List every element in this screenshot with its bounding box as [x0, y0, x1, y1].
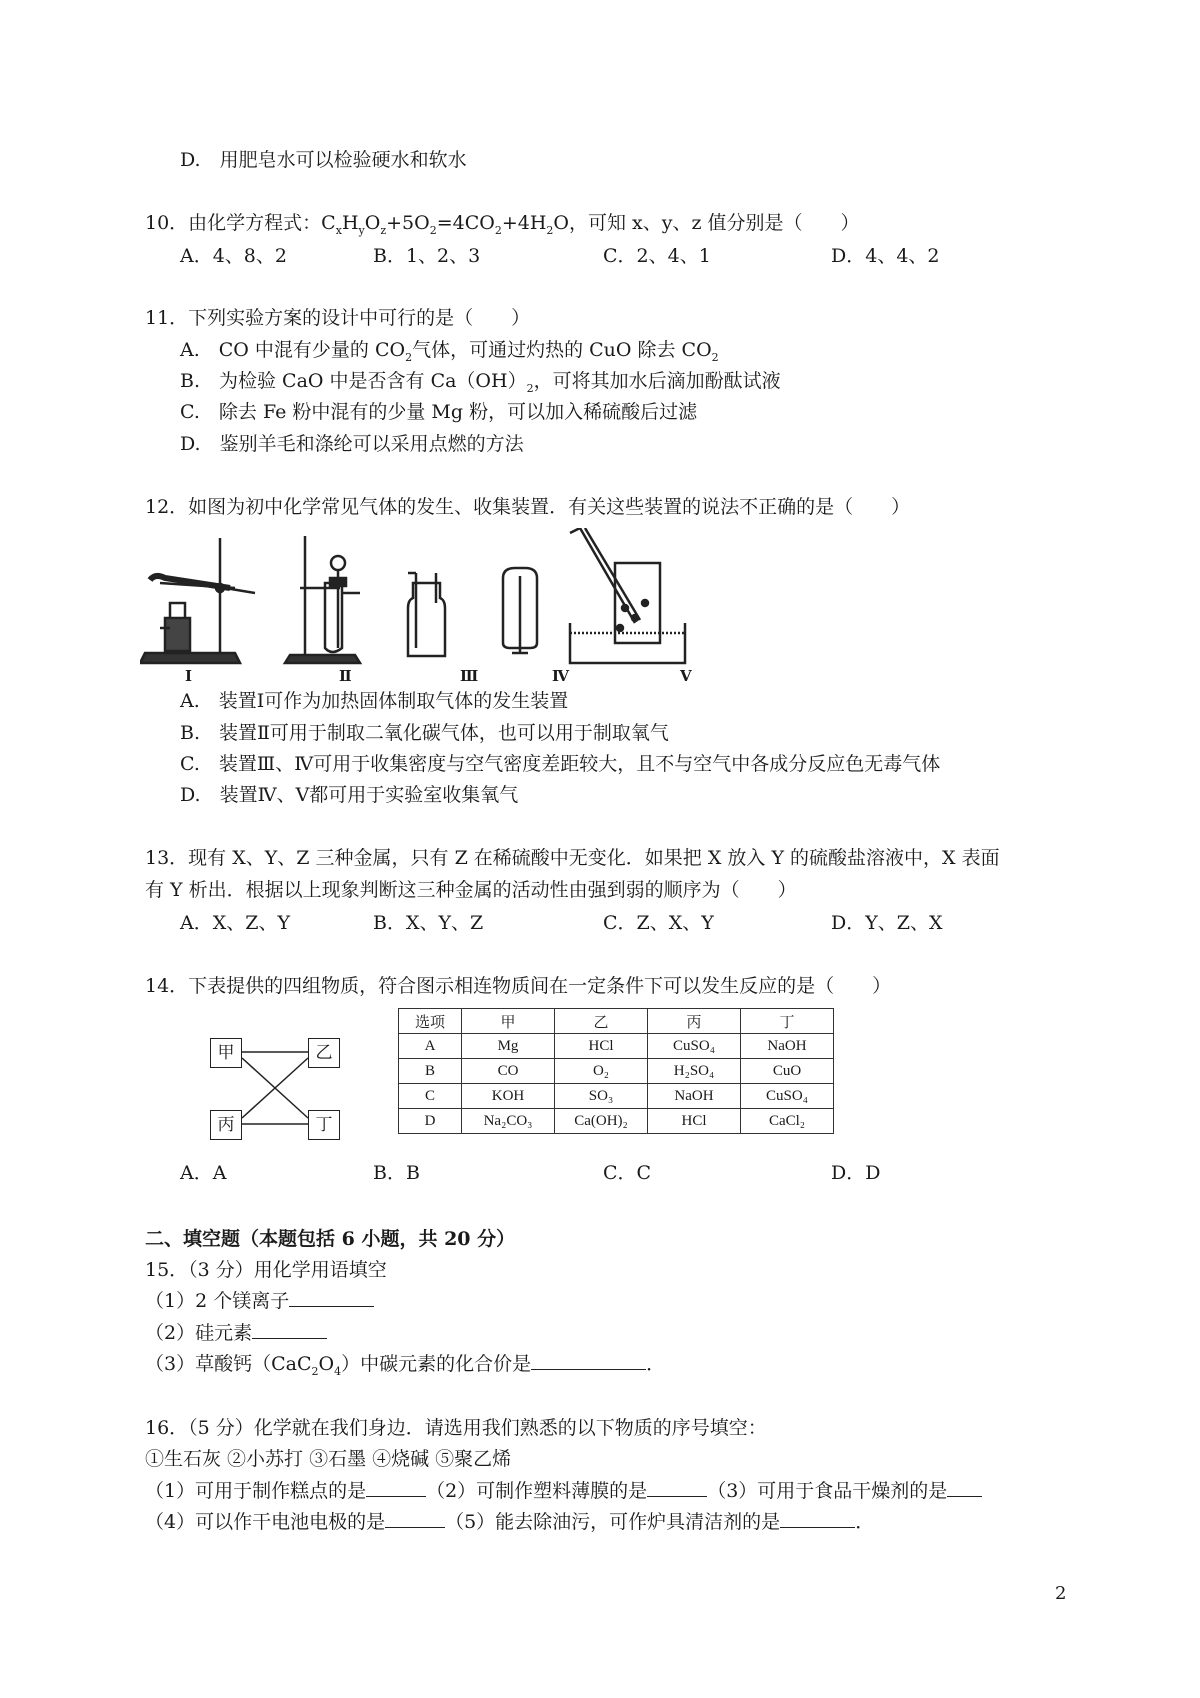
q13-option-a: A．X、Z、Y — [180, 912, 290, 934]
q12-label-i: Ⅰ — [185, 667, 193, 685]
table-cell: HCl — [648, 1109, 741, 1134]
q12-apparatus-figure — [140, 528, 720, 673]
answer-blank[interactable] — [780, 1509, 855, 1528]
table-cell: H₂SO₄ — [648, 1059, 741, 1084]
q12-option-a: A. 装置Ⅰ可作为加热固体制取气体的发生装置 — [180, 690, 569, 712]
table-cell: NaOH — [648, 1084, 741, 1109]
q13-stem-line1: 13．现有 X、Y、Z 三种金属，只有 Z 在稀硫酸中无变化．如果把 X 放入 Y 的硫酸盐溶液中，X 表面 — [145, 847, 1000, 869]
table-cell: HCl — [555, 1034, 648, 1059]
q14-option-a: A．A — [180, 1162, 227, 1184]
q11-option-d: D. 鉴别羊毛和涤纶可以采用点燃的方法 — [180, 433, 524, 455]
table-cell: C — [399, 1084, 462, 1109]
q14-option-c: C．C — [603, 1162, 652, 1184]
table-cell: O₂ — [555, 1059, 648, 1084]
q15-part3: （3）草酸钙$(CaC_2O_4)$中碳元素的化合价是 ． — [145, 1353, 666, 1378]
q14-node-yi: 乙 — [308, 1038, 340, 1068]
q16-materials: ①生石灰 ②小苏打 ③石墨 ④烧碱 ⑤聚乙烯 — [145, 1448, 512, 1470]
apparatus-ii-figure — [285, 536, 360, 663]
page-number: 2 — [1055, 1583, 1067, 1604]
q11-option-b: B. 为检验 CaO 中是否含有 $Ca(OH)_2$，可将其加水后滴加酚酞试液 — [180, 370, 781, 395]
q11-option-c: C. 除去 Fe 粉中混有的少量 Mg 粉，可以加入稀硫酸后过滤 — [180, 401, 698, 423]
section-title: 二、填空题（本题包括 6 小题，共 20 分） — [145, 1228, 516, 1250]
apparatus-iv-figure — [503, 568, 537, 653]
q12-stem: 12．如图为初中化学常见气体的发生、收集装置．有关这些装置的说法不正确的是（ ） — [145, 496, 911, 518]
q9-option-d: D. 用肥皂水可以检验硬水和软水 — [180, 149, 467, 171]
answer-blank[interactable] — [531, 1351, 646, 1370]
apparatus-v-figure — [570, 528, 685, 663]
answer-blank[interactable] — [366, 1478, 426, 1497]
q13-option-b: B．X、Y、Z — [373, 912, 484, 934]
table-cell: Na₂CO₃ — [462, 1109, 555, 1134]
table-cell: CuSO₄ — [741, 1084, 834, 1109]
q10-stem: 10．由化学方程式：$C_xH_yO_z+5O_2=4CO_2+4H_2O$，可知 x、y、z 值分别是（ ） — [145, 212, 860, 237]
q14-option-b: B．B — [373, 1162, 420, 1184]
table-cell: D — [399, 1109, 462, 1134]
q11-stem: 11．下列实验方案的设计中可行的是（ ） — [145, 307, 531, 329]
table-header-cell: 乙 — [555, 1009, 648, 1034]
table-header-cell: 丙 — [648, 1009, 741, 1034]
q10-option-b: B．1、2、3 — [373, 245, 481, 267]
answer-blank[interactable] — [289, 1288, 374, 1307]
q10-option-d: D．4、4、2 — [831, 245, 940, 267]
answer-blank[interactable] — [385, 1509, 445, 1528]
table-cell: Mg — [462, 1034, 555, 1059]
q14-node-bing: 丙 — [210, 1110, 242, 1140]
q12-label-v: Ⅴ — [680, 667, 692, 685]
answer-blank[interactable] — [947, 1478, 982, 1497]
q14-diagram — [210, 1038, 340, 1138]
q10-option-c: C．2、4、1 — [603, 245, 711, 267]
table-header-cell: 丁 — [741, 1009, 834, 1034]
q10-option-a: A．4、8、2 — [180, 245, 287, 267]
answer-blank[interactable] — [252, 1320, 327, 1339]
table-cell: NaOH — [741, 1034, 834, 1059]
answer-blank[interactable] — [647, 1478, 707, 1497]
q16-line1: （1）可用于制作糕点的是 （2）可制作塑料薄膜的是 （3）可用于食品干燥剂的是 — [145, 1478, 982, 1504]
q14-node-ding: 丁 — [308, 1110, 340, 1140]
q13-stem-line2: 有 Y 析出．根据以上现象判断这三种金属的活动性由强到弱的顺序为（ ） — [145, 879, 797, 901]
q12-label-ii: Ⅱ — [339, 667, 352, 685]
q12-option-b: B. 装置Ⅱ可用于制取二氧化碳气体，也可以用于制取氧气 — [180, 722, 669, 744]
q16-line2: （4）可以作干电池电极的是 （5）能去除油污，可作炉具清洁剂的是 ． — [145, 1511, 875, 1533]
table-header-cell: 选项 — [399, 1009, 462, 1034]
table-cell: SO₃ — [555, 1084, 648, 1109]
table-header-row — [399, 1009, 834, 1034]
q12-label-iv: Ⅳ — [552, 667, 570, 685]
table-cell: Ca(OH)₂ — [555, 1109, 648, 1134]
q14-table — [398, 1008, 834, 1134]
table-row — [399, 1084, 834, 1109]
q16-stem: 16．（5 分）化学就在我们身边．请选用我们熟悉的以下物质的序号填空： — [145, 1417, 767, 1439]
table-row — [399, 1109, 834, 1134]
table-cell: CO — [462, 1059, 555, 1084]
q14-stem: 14．下表提供的四组物质，符合图示相连物质间在一定条件下可以发生反应的是（ ） — [145, 975, 892, 997]
table-row — [399, 1034, 834, 1059]
table-row — [399, 1059, 834, 1084]
apparatus-i-figure — [140, 538, 255, 663]
apparatus-iii-figure — [408, 573, 445, 656]
table-cell: A — [399, 1034, 462, 1059]
q11-option-a: A. CO 中混有少量的 $CO_2$气体，可通过灼热的 CuO 除去 $CO_2$ — [180, 339, 719, 364]
q13-option-d: D．Y、Z、X — [831, 912, 943, 934]
q12-label-iii: Ⅲ — [460, 667, 479, 685]
q13-option-c: C．Z、X、Y — [603, 912, 714, 934]
q12-option-c: C. 装置Ⅲ、Ⅳ可用于收集密度与空气密度差距较大，且不与空气中各成分反应色无毒气体 — [180, 753, 941, 775]
q15-part2: （2）硅元素 — [145, 1320, 327, 1346]
table-cell: CuO — [741, 1059, 834, 1084]
table-cell: CaCl₂ — [741, 1109, 834, 1134]
q12-option-d: D. 装置Ⅳ、Ⅴ都可用于实验室收集氧气 — [180, 784, 519, 806]
table-header-cell: 甲 — [462, 1009, 555, 1034]
q14-option-d: D．D — [831, 1162, 881, 1184]
q14-node-jia: 甲 — [210, 1038, 242, 1068]
table-cell: KOH — [462, 1084, 555, 1109]
table-cell: CuSO₄ — [648, 1034, 741, 1059]
q15-stem: 15．（3 分）用化学用语填空 — [145, 1259, 387, 1281]
table-cell: B — [399, 1059, 462, 1084]
q15-part1: （1）2 个镁离子 — [145, 1288, 374, 1314]
